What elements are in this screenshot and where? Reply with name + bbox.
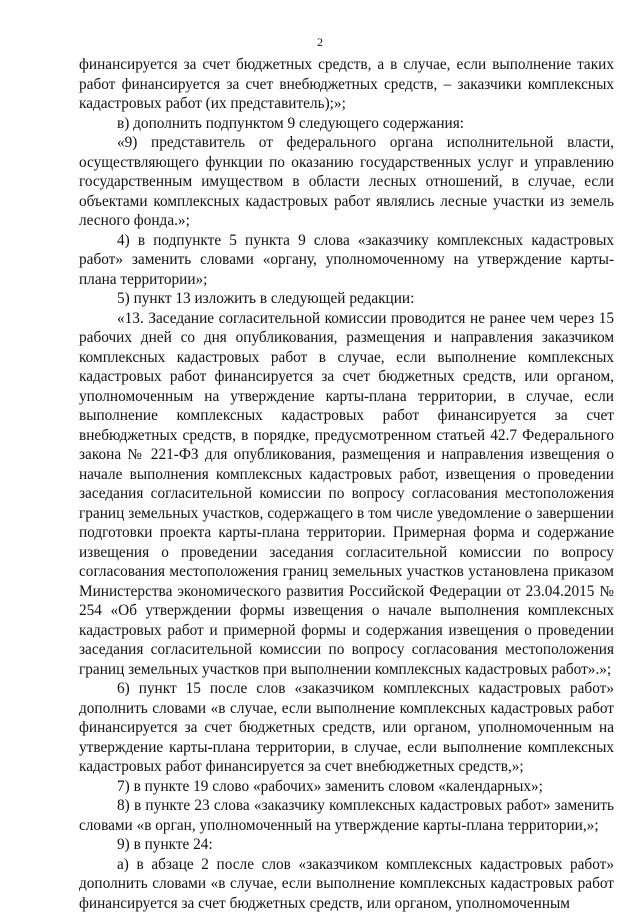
paragraph-item-5: 5) пункт 13 изложить в следующей редакции:	[79, 289, 614, 309]
paragraph-item-8: 8) в пункте 23 слова «заказчику комплексных кадастровых работ» заменить словами «в орган, уполномоченный на утверждение карты-плана территории,»;	[79, 796, 614, 835]
paragraph-subitem-v: в) дополнить подпунктом 9 следующего содержания:	[79, 114, 614, 134]
paragraph-item-4: 4) в подпункте 5 пункта 9 слова «заказчику комплексных кадастровых работ» заменить словами «органу, уполномоченному на утверждение карты-плана территории»;	[79, 231, 614, 290]
paragraph-item-6: 6) пункт 15 после слов «заказчиком комплексных кадастровых работ» дополнить словами «в случае, если выполнение комплексных кадастровых работ финансируется за счет бюджетных средств, или органом, уполномоченным на утверждение карты-плана территории, в случае, если выполнение комплексных кадастровых работ финансируется за счет внебюджетных средств,»;	[79, 679, 614, 777]
page-number: 2	[0, 35, 640, 49]
paragraph-item-7: 7) в пункте 19 слово «рабочих» заменить словом «календарных»;	[79, 777, 614, 797]
paragraph-item-9: 9) в пункте 24:	[79, 835, 614, 855]
paragraph-subitem-9: «9) представитель от федерального органа исполнительной власти, осуществляющего функции по оказанию государственных услуг и управлению государственным имуществом в области лесных отношений, в случае, если объектами комплексных кадастровых работ являлись лесные участки из земель лесного фонда.»;	[79, 133, 614, 231]
paragraph-point-13: «13. Заседание согласительной комиссии проводится не ранее чем через 15 рабочих дней со дня опубликования, размещения и направления заказчиком комплексных кадастровых работ в случае, если выполнение комплексных кадастровых работ финансируется за счет бюджетных средств, или органом, уполномоченным на утверждение карты-плана территории, в случае, если выполнение комплексных кадастровых работ финансируется за счет внебюджетных средств, в порядке, предусмотренном статьей 42.7 Федерального закона № 221-ФЗ для опубликования, размещения и направления извещения о начале выполнения комплексных кадастровых работ, извещения о проведении заседания согласительной комиссии по вопросу согласования местоположения границ земельных участков, содержащего в том числе уведомление о завершении подготовки проекта карты-плана территории. Примерная форма и содержание извещения о проведении заседания согласительной комиссии по вопросу согласования местоположения границ земельных участков установлена приказом Министерства экономического развития Российской Федерации от 23.04.2015 № 254 «Об утверждении формы извещения о начале выполнения комплексных кадастровых работ и примерной формы и содержания извещения о проведении заседания согласительной комиссии по вопросу согласования местоположения границ земельных участков при выполнении комплексных кадастровых работ».»;	[79, 309, 614, 680]
paragraph-continuation: финансируется за счет бюджетных средств, а в случае, если выполнение таких работ финансируется за счет внебюджетных средств, – заказчики комплексных кадастровых работ (их представитель);»;	[79, 55, 614, 114]
paragraph-subitem-a: а) в абзаце 2 после слов «заказчиком комплексных кадастровых работ» дополнить словами «в случае, если выполнение комплексных кадастровых работ финансируется за счет бюджетных средств, или органом, уполномоченным	[79, 855, 614, 913]
document-body	[79, 55, 614, 913]
